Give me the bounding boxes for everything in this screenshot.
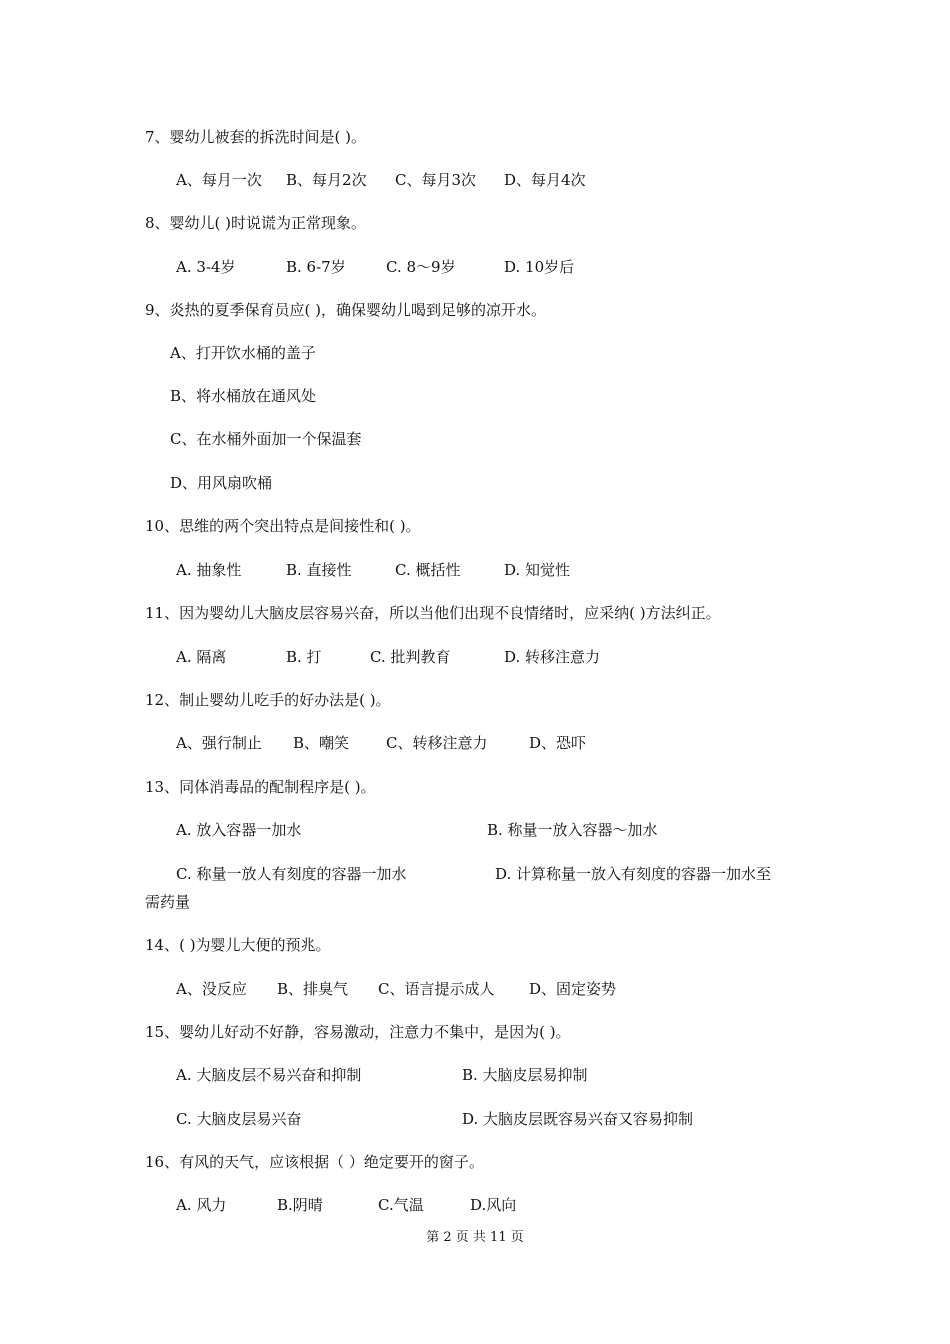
question-stem: 15、婴幼儿好动不好静，容易激动，注意力不集中，是因为( )。 bbox=[145, 1023, 571, 1041]
question-stem: 12、制止婴幼儿吃手的好办法是( )。 bbox=[145, 691, 391, 709]
option: C. 8～9岁 bbox=[386, 258, 456, 276]
question-stem: 8、婴幼儿( )时说谎为正常现象。 bbox=[145, 214, 367, 232]
option: B、排臭气 bbox=[277, 980, 349, 998]
option: A、每月一次 bbox=[176, 171, 262, 189]
option: A. 隔离 bbox=[176, 648, 227, 666]
question-stem: 11、因为婴幼儿大脑皮层容易兴奋，所以当他们出现不良情绪时，应采纳( )方法纠正。 bbox=[145, 604, 721, 622]
question-stem: 14、( )为婴儿大便的预兆。 bbox=[145, 936, 331, 954]
option: A. 放入容器一加水 bbox=[176, 821, 302, 839]
option: D. 大脑皮层既容易兴奋又容易抑制 bbox=[462, 1110, 694, 1128]
question-stem: 16、有风的天气，应该根据（ ）绝定要开的窗子。 bbox=[145, 1153, 484, 1171]
option: C、每月3次 bbox=[395, 171, 477, 189]
page-footer: 第 2 页 共 11 页 bbox=[426, 1230, 524, 1245]
option: A. 3-4岁 bbox=[176, 258, 236, 276]
option: D. 10岁后 bbox=[504, 258, 575, 276]
question-stem: 7、婴幼儿被套的拆洗时间是( )。 bbox=[145, 128, 367, 146]
option-continuation: 需药量 bbox=[145, 893, 191, 911]
option: B、每月2次 bbox=[286, 171, 367, 189]
option: A、打开饮水桶的盖子 bbox=[170, 344, 316, 362]
option: C. 批判教育 bbox=[370, 648, 451, 666]
option: C、转移注意力 bbox=[386, 734, 488, 752]
option: B.阴晴 bbox=[277, 1196, 323, 1214]
option: B. 称量一放入容器～加水 bbox=[487, 821, 658, 839]
option: D、每月4次 bbox=[504, 171, 586, 189]
option: B、将水桶放在通风处 bbox=[170, 387, 317, 405]
option: D、用风扇吹桶 bbox=[170, 474, 273, 492]
option: D.风向 bbox=[470, 1196, 517, 1214]
option: A. 抽象性 bbox=[176, 561, 242, 579]
option: C. 大脑皮层易兴奋 bbox=[176, 1110, 302, 1128]
option: B. 直接性 bbox=[286, 561, 352, 579]
option: A、强行制止 bbox=[176, 734, 262, 752]
option: D. 知觉性 bbox=[504, 561, 571, 579]
option: B. 大脑皮层易抑制 bbox=[462, 1066, 588, 1084]
option: C.气温 bbox=[378, 1196, 424, 1214]
option: B. 6-7岁 bbox=[286, 258, 346, 276]
option: C. 概括性 bbox=[395, 561, 461, 579]
option: C. 称量一放人有刻度的容器一加水 bbox=[176, 865, 407, 883]
option: C、在水桶外面加一个保温套 bbox=[170, 430, 362, 448]
option: D. 转移注意力 bbox=[504, 648, 601, 666]
option: D. 计算称量一放入有刻度的容器一加水至 bbox=[495, 865, 772, 883]
option: A. 风力 bbox=[176, 1196, 227, 1214]
option: B. 打 bbox=[286, 648, 322, 666]
option: D、固定姿势 bbox=[529, 980, 617, 998]
option: D、恐吓 bbox=[529, 734, 587, 752]
option: A. 大脑皮层不易兴奋和抑制 bbox=[176, 1066, 362, 1084]
option: A、没反应 bbox=[176, 980, 247, 998]
question-stem: 13、同体消毒品的配制程序是( )。 bbox=[145, 778, 376, 796]
option: C、语言提示成人 bbox=[378, 980, 495, 998]
option: B、嘲笑 bbox=[293, 734, 350, 752]
question-stem: 9、炎热的夏季保育员应( )，确保婴幼儿喝到足够的凉开水。 bbox=[145, 301, 547, 319]
question-stem: 10、思维的两个突出特点是间接性和( )。 bbox=[145, 517, 421, 535]
